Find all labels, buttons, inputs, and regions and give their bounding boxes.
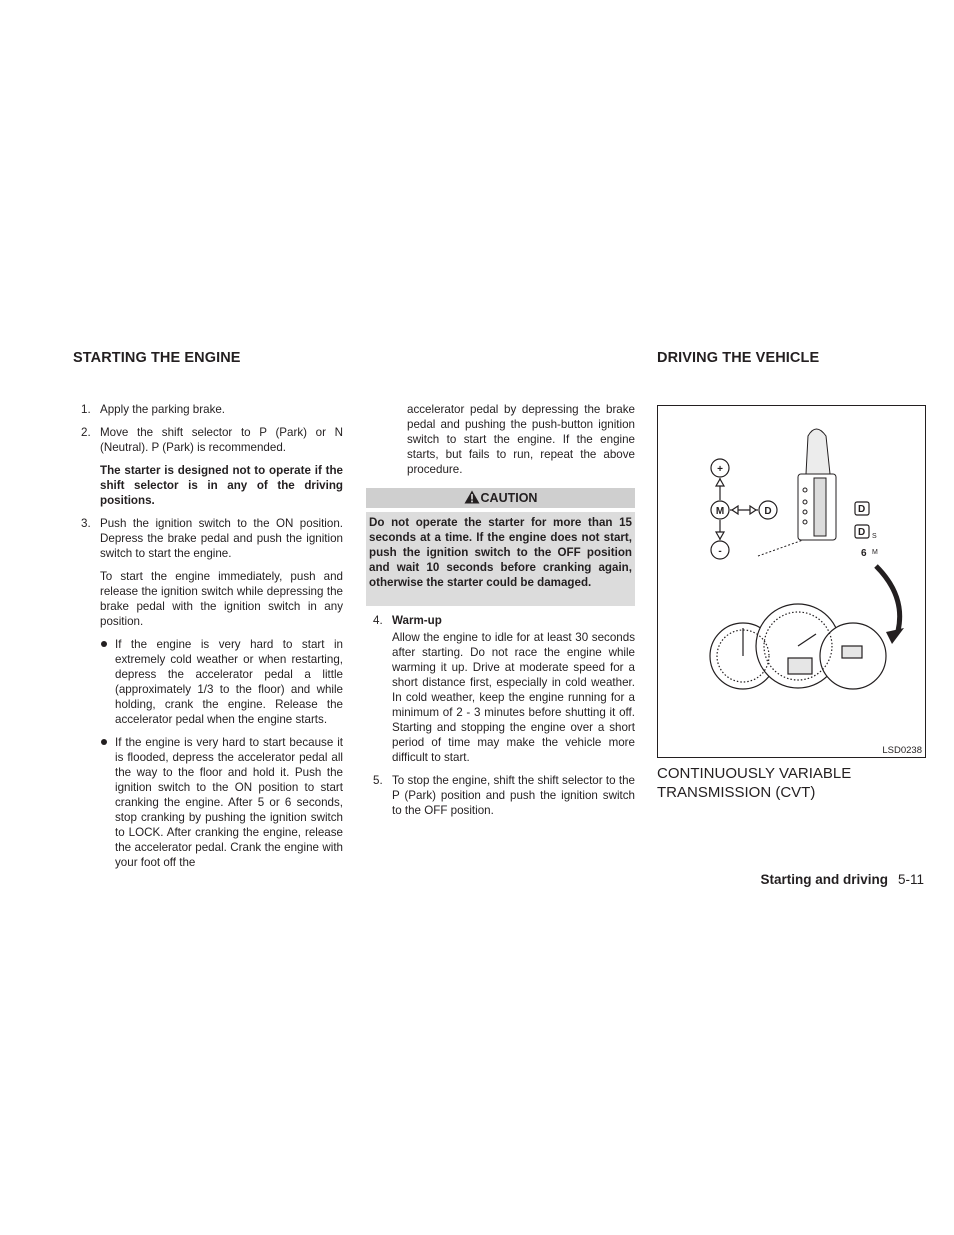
section-heading-starting-engine: STARTING THE ENGINE [73, 350, 241, 366]
plus-label: + [717, 464, 723, 475]
step-text: Apply the parking brake. [100, 403, 226, 416]
step-2 [81, 425, 343, 455]
bullet-text: If the engine is very hard to start because it is flooded, depress the accelerator pedal all the way to the floor and hold it. Push the ignition switch to the ON position to start cranking the engine. After 5 or 6 seconds, stop cranking by pushing the ignition switch to LOCK. After cranking the engine, release the accelerator pedal. Crank the engine with your foot off the [115, 736, 343, 869]
immediate-start-paragraph: To start the engine immediately, push and release the ignition switch while depressing the brake pedal with the ignition switch in any position. [100, 570, 343, 628]
step-text: Push the ignition switch to the ON position. Depress the brake pedal and push the ignition switch to start the engine. [100, 517, 343, 560]
shift-lever [758, 429, 836, 556]
bullet-cold-weather [100, 637, 343, 727]
left-column [81, 402, 343, 878]
bullet-dot [101, 739, 107, 745]
step-text: Move the shift selector to P (Park) or N (Neutral). P (Park) is recommended. [100, 426, 343, 454]
figure-code: LSD0238 [882, 745, 922, 756]
step-1 [81, 402, 343, 417]
page-number: 5-11 [897, 872, 924, 887]
minus-label: - [718, 546, 722, 557]
step-title: Warm-up [392, 614, 442, 627]
caution-header [366, 488, 635, 508]
step-number: 2. [81, 426, 91, 439]
m-label: M [715, 506, 725, 517]
cvt-figure [657, 405, 926, 758]
m-indicator-label: M [872, 549, 878, 556]
step-3 [81, 516, 343, 561]
bullet-text: If the engine is very hard to start in extremely cold weather or when restarting, depress the accelerator pedal a little (approximately 1/3 to the floor) and while holding, crank the engine. Release the accelerator pedal when the engine starts. [115, 638, 343, 726]
instrument-cluster [710, 604, 886, 689]
caution-title: CAUTION [480, 491, 538, 505]
bullet-dot [101, 641, 107, 647]
column-2-lower [373, 613, 635, 826]
step-number: 5. [373, 774, 383, 787]
page-footer [760, 872, 924, 887]
step-number: 3. [81, 517, 91, 530]
starter-note: The starter is designed not to operate if the shift selector is in any of the driving positions. [100, 464, 343, 507]
bullet-flooded [100, 735, 343, 870]
bullet-flooded-continued: accelerator pedal by depressing the brake pedal and pushing the push-button ignition switch to start the engine. If the engine starts, but fails to run, repeat the above procedure. [407, 403, 635, 476]
footer-section: Starting and driving [760, 872, 888, 887]
step-4 [373, 613, 635, 628]
step-text: To stop the engine, shift the shift selector to the P (Park) position and push the ignition switch to the OFF position. [392, 774, 635, 817]
curved-arrow [876, 566, 900, 631]
warning-triangle-icon [464, 490, 480, 504]
s-indicator-label: S [872, 533, 877, 540]
section-heading-driving-vehicle: DRIVING THE VEHICLE [657, 350, 820, 366]
figure-caption: CONTINUOUSLY VARIABLE TRANSMISSION (CVT) [657, 765, 852, 801]
step-5 [373, 773, 635, 818]
step-number: 4. [373, 614, 383, 627]
caution-text: Do not operate the starter for more than 15 seconds at a time. If the engine does not start, push the ignition switch to the OFF position and wait 10 seconds before cranking again, otherwise the starter could be damaged. [366, 512, 635, 606]
step-number: 1. [81, 403, 91, 416]
d-indicator-label: D [858, 504, 866, 515]
d-label: D [764, 506, 772, 517]
cvt-illustration [658, 406, 925, 757]
warm-up-text: Allow the engine to idle for at least 30 seconds after starting. Do not race the engine while warming it up. Drive at moderate speed for a short distance first, especially in cold weather. In cold weather, keep the engine running for a minimum of 2 - 3 minutes before shutting it off. Starting and stopping the engine over a short period of time may make the vehicle more difficult to start. [392, 631, 635, 764]
six-indicator-label: 6 [861, 548, 867, 559]
ds-indicator-label: D [858, 527, 866, 538]
